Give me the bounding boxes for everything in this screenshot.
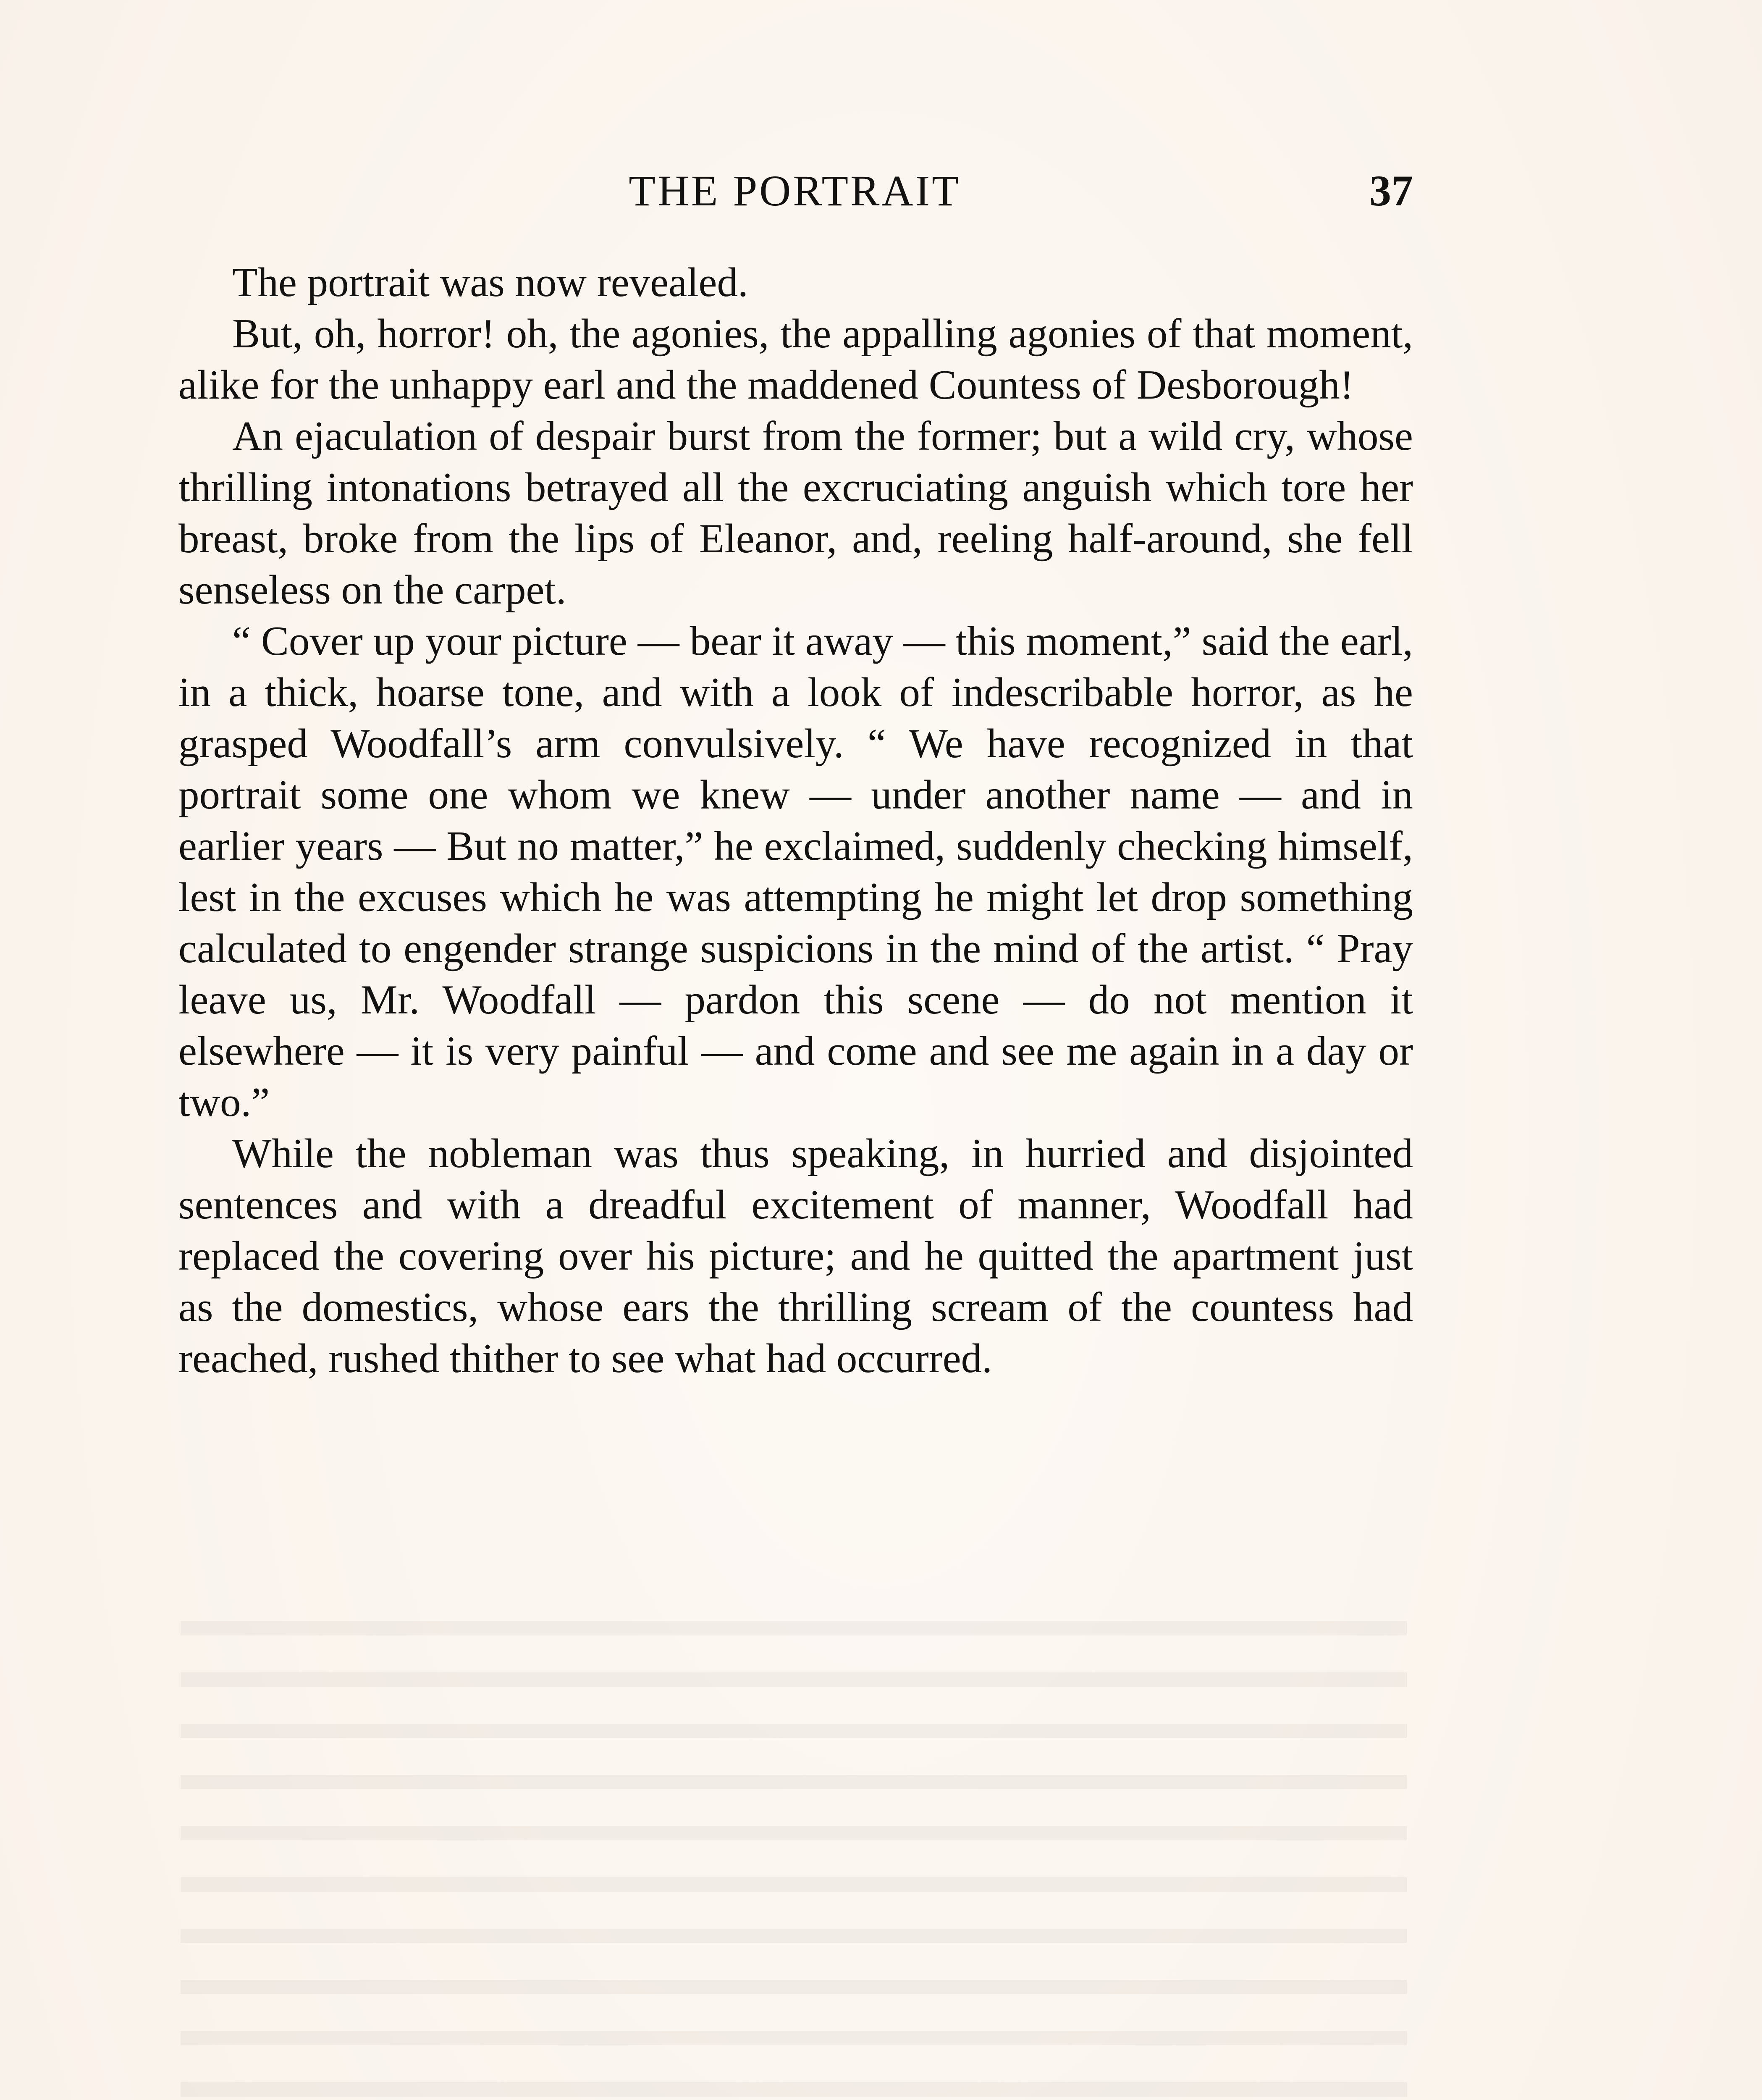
paragraph-cover-picture: “ Cover up your picture — bear it away — this moment,” said the earl, in a thick, hoarse tone, and with a look of indescribable horror, as he grasped Woodfall’s arm convulsively. “ We have recognized in that portrait some one whom we knew — under another name — and in earlier years — But no matter,” he exclaimed, suddenly checking himself, lest in the excuses which he was attempting he might let drop something calculated to engender strange suspicions in the mind of the artist. “ Pray leave us, Mr. Woodfall — pardon this scene — do not mention it elsewhere — it is very painful — and come and see me again in a day or two.”	[178, 618, 1413, 1125]
paragraph-portrait-revealed: The portrait was now revealed.	[232, 260, 748, 305]
paragraph-horror: But, oh, horror! oh, the agonies, the appalling agonies of that moment, alike for the unhappy earl and the maddened Countess of Desborough!	[178, 311, 1413, 408]
running-head	[176, 164, 1413, 218]
paragraph-ejaculation: An ejaculation of despair burst from the former; but a wild cry, whose thrilling intonations betrayed all the excruciating anguish which tore her breast, broke from the lips of Eleanor, and, reeling half-around, she fell senseless on the carpet.	[178, 413, 1413, 613]
page-number: 37	[1369, 167, 1413, 215]
body-text	[178, 257, 1413, 1384]
running-title: THE PORTRAIT	[629, 167, 961, 215]
paragraph-nobleman-speaking: While the nobleman was thus speaking, in hurried and disjointed sentences and with a dreadful excitement of manner, Woodfall had replaced the covering over his picture; and he quitted the apartment just as the domestics, whose ears the thrilling scream of the countess had reached, rushed thither to see what had occurred.	[178, 1131, 1413, 1381]
show-through-texture	[181, 1621, 1407, 2100]
